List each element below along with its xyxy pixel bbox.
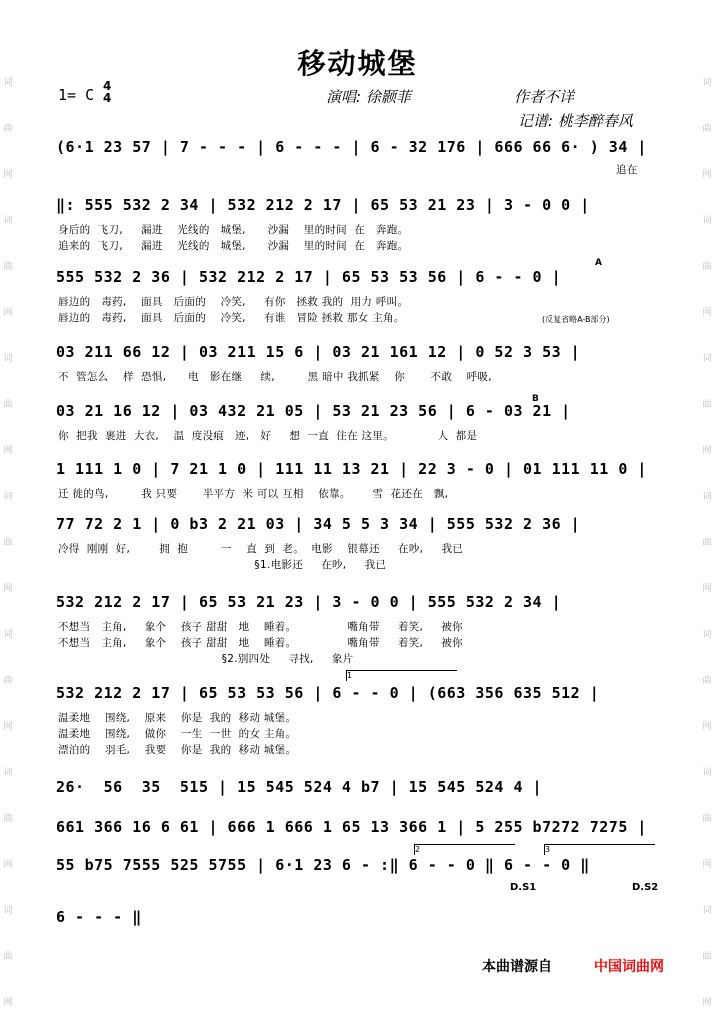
lyric-line: 漂泊的 羽毛, 我要 你是 我的 移动 城堡。 — [58, 744, 297, 756]
lyric-line: 唇边的 毒药, 面具 后面的 冷笑, 有谁 冒险 拯救 那女 主角。 — [58, 312, 405, 324]
score-row-8 — [50, 593, 660, 665]
volta-2: 2 — [414, 844, 515, 855]
lyric-line: 追在 — [616, 164, 638, 176]
lyric-line: 冷得 刚刚 好, 拥 抱 一 直 到 老。 电影 银幕还 在吵, 我已 — [58, 543, 464, 555]
lyric-line: 不想当 主角, 象个 孩子 甜甜 地 睡着。 嘴角带 着笑, 被你 — [58, 637, 463, 649]
singer-credit: 演唱: 徐颢菲 — [326, 88, 411, 106]
repeat-note: (反复省略A-B部分) — [542, 315, 610, 324]
lyric-line: 唇边的 毒药, 面具 后面的 冷笑, 有你 拯救 我的 用力 呼叫。 — [58, 296, 409, 308]
right-watermark: 词曲网词曲网词曲网词曲网词曲网词曲网词曲网 — [702, 78, 712, 1008]
notation-line: 532 212 2 17 | 65 53 21 23 | 3 - 0 0 | 555 532 2 34 | — [56, 593, 562, 611]
footer-source: 本曲谱源自 — [482, 959, 552, 975]
recorder-credit: 记谱: 桃李醉春风 — [518, 112, 633, 130]
ds2-mark: D.S2 — [632, 882, 659, 893]
score-row-13 — [50, 908, 660, 980]
notation-line: (6·1 23 57 | 7 - - - | 6 - - - | 6 - 32 176 | 666 66 6· ) 34 | — [56, 138, 647, 156]
lyric-line: 你 把我 裹进 大衣, 温 度没痕 迹, 好 想 一直 住在 这里。 人 都是 — [58, 430, 478, 442]
author-credit: 作者不详 — [514, 88, 575, 106]
notation-line: 6 - - - ‖ — [56, 908, 142, 926]
notation-line: ‖: 555 532 2 34 | 532 212 2 17 | 65 53 21 23 | 3 - 0 0 | — [56, 196, 590, 214]
a-mark: A — [595, 258, 602, 268]
time-sig-bottom: 4 — [103, 91, 112, 105]
notation-line: 661 366 16 6 61 | 666 1 666 1 65 13 366 1 | 5 255 b7272 7275 | — [56, 818, 647, 836]
lyric-line: 追来的 飞刀, 漏进 光线的 城堡, 沙漏 里的时间 在 奔跑。 — [58, 240, 409, 252]
lyric-line: §2.别四处 寻找, 象片 — [58, 653, 354, 665]
footer-site-link[interactable]: 中国词曲网 — [594, 959, 664, 975]
volta-3: 3 — [544, 844, 655, 855]
score-row-9 — [50, 671, 660, 756]
notation-line: 26· 56 35 515 | 15 545 524 4 b7 | 15 545 524 4 | — [56, 778, 543, 796]
score-row-3 — [50, 258, 660, 340]
lyric-line: 温柔地 围绕, 做你 一生 一世 的女 主角。 — [58, 728, 297, 740]
notation-line: 55 b75 7555 525 5755 | 6·1 23 6 - :‖ 6 - - 0 ‖ 6 - - 0 ‖ — [56, 856, 590, 874]
notation-line: 03 21 16 12 | 03 432 21 05 | 53 21 23 56 | 6 - 03 21 | — [56, 402, 571, 420]
notation-line: 1 111 1 0 | 7 21 1 0 | 111 11 13 21 | 22 3 - 0 | 01 111 11 0 | — [56, 460, 647, 478]
time-signature — [103, 80, 111, 104]
song-title: 移动城堡 — [297, 47, 418, 80]
notation-line: 03 211 66 12 | 03 211 15 6 | 03 21 161 12 | 0 52 3 53 | — [56, 343, 581, 361]
lyric-line: §1.电影还 在吵, 我已 — [58, 559, 387, 571]
time-sig-top: 4 — [103, 79, 112, 93]
lyric-line: 不想当 主角, 象个 孩子 甜甜 地 睡着。 嘴角带 着笑, 被你 — [58, 621, 463, 633]
notation-line: 555 532 2 36 | 532 212 2 17 | 65 53 53 56 | 6 - - 0 | — [56, 268, 562, 286]
key-signature: 1= C — [58, 86, 95, 104]
notation-line: 77 72 2 1 | 0 b3 2 21 03 | 34 5 5 3 34 | 555 532 2 36 | — [56, 515, 581, 533]
lyric-line: 迁 徙的鸟, 我 只要 半平方 米 可以 互相 依靠。 雪 花还在 飘, — [58, 488, 449, 500]
score-row-2 — [50, 196, 660, 268]
volta-1: 1 — [346, 670, 457, 681]
notation-line: 532 212 2 17 | 65 53 53 56 | 6 - - 0 | (663 356 635 512 | — [56, 684, 600, 702]
lyric-line: 身后的 飞刀, 漏进 光线的 城堡, 沙漏 里的时间 在 奔跑。 — [58, 224, 409, 236]
score-row-7 — [50, 515, 660, 587]
lyric-line: 温柔地 围绕, 原来 你是 我的 移动 城堡。 — [58, 712, 297, 724]
ds1-mark: D.S1 — [510, 882, 537, 893]
b-mark: B — [532, 394, 539, 404]
left-watermark: 词曲网词曲网词曲网词曲网词曲网词曲网词曲网 — [3, 78, 13, 1008]
lyric-line: 不 管怎么 样 恐惧, 电 影在继 续, 黑 暗中 我抓紧 你 不敢 呼吸, — [58, 371, 492, 383]
